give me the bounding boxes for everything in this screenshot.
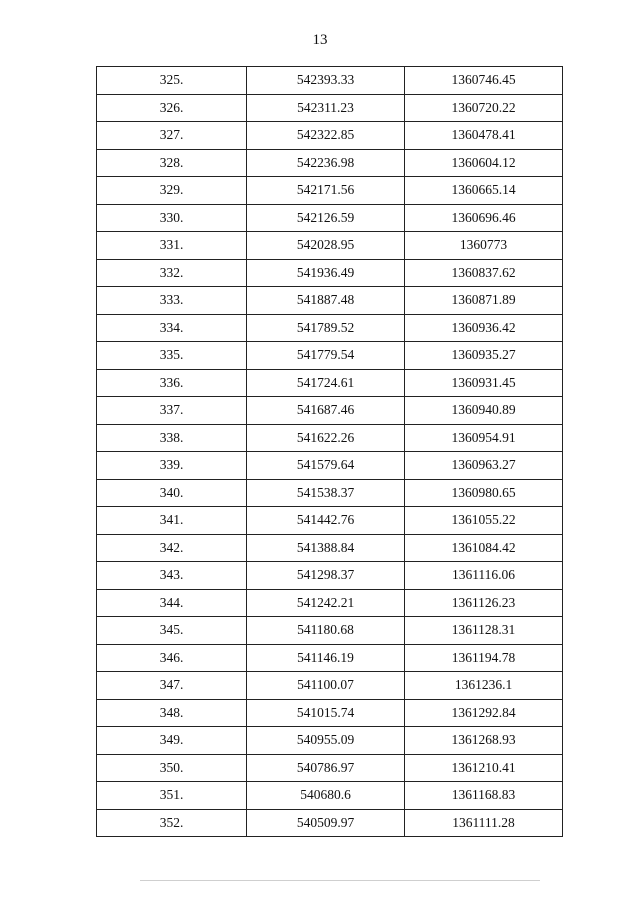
y-coordinate-cell: 1361168.83 — [405, 782, 563, 810]
y-coordinate-cell: 1361111.28 — [405, 809, 563, 837]
y-coordinate-cell: 1360746.45 — [405, 67, 563, 95]
x-coordinate-cell: 542171.56 — [247, 177, 405, 205]
y-coordinate-cell: 1361084.42 — [405, 534, 563, 562]
y-coordinate-cell: 1361126.23 — [405, 589, 563, 617]
x-coordinate-cell: 542322.85 — [247, 122, 405, 150]
point-number-cell: 332. — [97, 259, 247, 287]
y-coordinate-cell: 1360936.42 — [405, 314, 563, 342]
table-row — [97, 232, 563, 260]
x-coordinate-cell: 541724.61 — [247, 369, 405, 397]
point-number-cell: 328. — [97, 149, 247, 177]
table-row — [97, 369, 563, 397]
table-row — [97, 149, 563, 177]
point-number-cell: 339. — [97, 452, 247, 480]
table-row — [97, 507, 563, 535]
x-coordinate-cell: 541622.26 — [247, 424, 405, 452]
page-number: 13 — [312, 32, 328, 48]
x-coordinate-cell: 541579.64 — [247, 452, 405, 480]
table-row — [97, 562, 563, 590]
y-coordinate-cell: 1360871.89 — [405, 287, 563, 315]
point-number-cell: 349. — [97, 727, 247, 755]
point-number-cell: 325. — [97, 67, 247, 95]
x-coordinate-cell: 540680.6 — [247, 782, 405, 810]
table-row — [97, 177, 563, 205]
point-number-cell: 344. — [97, 589, 247, 617]
y-coordinate-cell: 1360963.27 — [405, 452, 563, 480]
y-coordinate-cell: 1360837.62 — [405, 259, 563, 287]
y-coordinate-cell: 1360773 — [405, 232, 563, 260]
y-coordinate-cell: 1361268.93 — [405, 727, 563, 755]
table-row — [97, 342, 563, 370]
table-row — [97, 479, 563, 507]
x-coordinate-cell: 541388.84 — [247, 534, 405, 562]
point-number-cell: 350. — [97, 754, 247, 782]
point-number-cell: 337. — [97, 397, 247, 425]
x-coordinate-cell: 542126.59 — [247, 204, 405, 232]
x-coordinate-cell: 541015.74 — [247, 699, 405, 727]
point-number-cell: 346. — [97, 644, 247, 672]
table-row — [97, 67, 563, 95]
point-number-cell: 329. — [97, 177, 247, 205]
y-coordinate-cell: 1360604.12 — [405, 149, 563, 177]
point-number-cell: 327. — [97, 122, 247, 150]
table-row — [97, 727, 563, 755]
y-coordinate-cell: 1361292.84 — [405, 699, 563, 727]
x-coordinate-cell: 542028.95 — [247, 232, 405, 260]
point-number-cell: 343. — [97, 562, 247, 590]
table-row — [97, 452, 563, 480]
table-row — [97, 754, 563, 782]
x-coordinate-cell: 540955.09 — [247, 727, 405, 755]
point-number-cell: 342. — [97, 534, 247, 562]
x-coordinate-cell: 542311.23 — [247, 94, 405, 122]
y-coordinate-cell: 1360931.45 — [405, 369, 563, 397]
table-row — [97, 782, 563, 810]
y-coordinate-cell: 1360935.27 — [405, 342, 563, 370]
table-row — [97, 672, 563, 700]
x-coordinate-cell: 541538.37 — [247, 479, 405, 507]
table-row — [97, 122, 563, 150]
x-coordinate-cell: 541100.07 — [247, 672, 405, 700]
point-number-cell: 330. — [97, 204, 247, 232]
point-number-cell: 334. — [97, 314, 247, 342]
x-coordinate-cell: 541442.76 — [247, 507, 405, 535]
x-coordinate-cell: 540786.97 — [247, 754, 405, 782]
x-coordinate-cell: 542393.33 — [247, 67, 405, 95]
y-coordinate-cell: 1361055.22 — [405, 507, 563, 535]
point-number-cell: 331. — [97, 232, 247, 260]
table-row — [97, 617, 563, 645]
table-row — [97, 589, 563, 617]
point-number-cell: 347. — [97, 672, 247, 700]
bottom-rule — [140, 880, 540, 881]
point-number-cell: 340. — [97, 479, 247, 507]
y-coordinate-cell: 1361116.06 — [405, 562, 563, 590]
x-coordinate-cell: 541242.21 — [247, 589, 405, 617]
point-number-cell: 341. — [97, 507, 247, 535]
point-number-cell: 351. — [97, 782, 247, 810]
y-coordinate-cell: 1361194.78 — [405, 644, 563, 672]
x-coordinate-cell: 541180.68 — [247, 617, 405, 645]
table-row — [97, 809, 563, 837]
table-row — [97, 204, 563, 232]
x-coordinate-cell: 540509.97 — [247, 809, 405, 837]
x-coordinate-cell: 541887.48 — [247, 287, 405, 315]
y-coordinate-cell: 1360720.22 — [405, 94, 563, 122]
table-row — [97, 644, 563, 672]
point-number-cell: 345. — [97, 617, 247, 645]
y-coordinate-cell: 1360940.89 — [405, 397, 563, 425]
x-coordinate-cell: 541936.49 — [247, 259, 405, 287]
y-coordinate-cell: 1360954.91 — [405, 424, 563, 452]
table-row — [97, 287, 563, 315]
point-number-cell: 336. — [97, 369, 247, 397]
y-coordinate-cell: 1360478.41 — [405, 122, 563, 150]
coordinates-table-body — [97, 67, 563, 837]
x-coordinate-cell: 542236.98 — [247, 149, 405, 177]
x-coordinate-cell: 541298.37 — [247, 562, 405, 590]
point-number-cell: 326. — [97, 94, 247, 122]
y-coordinate-cell: 1360665.14 — [405, 177, 563, 205]
point-number-cell: 348. — [97, 699, 247, 727]
y-coordinate-cell: 1361128.31 — [405, 617, 563, 645]
table-row — [97, 94, 563, 122]
point-number-cell: 335. — [97, 342, 247, 370]
table-row — [97, 699, 563, 727]
x-coordinate-cell: 541789.52 — [247, 314, 405, 342]
table-row — [97, 397, 563, 425]
point-number-cell: 338. — [97, 424, 247, 452]
y-coordinate-cell: 1360980.65 — [405, 479, 563, 507]
table-row — [97, 314, 563, 342]
coordinates-table — [96, 66, 563, 837]
y-coordinate-cell: 1361210.41 — [405, 754, 563, 782]
y-coordinate-cell: 1361236.1 — [405, 672, 563, 700]
point-number-cell: 333. — [97, 287, 247, 315]
point-number-cell: 352. — [97, 809, 247, 837]
x-coordinate-cell: 541146.19 — [247, 644, 405, 672]
table-row — [97, 424, 563, 452]
x-coordinate-cell: 541687.46 — [247, 397, 405, 425]
y-coordinate-cell: 1360696.46 — [405, 204, 563, 232]
table-row — [97, 534, 563, 562]
x-coordinate-cell: 541779.54 — [247, 342, 405, 370]
table-row — [97, 259, 563, 287]
